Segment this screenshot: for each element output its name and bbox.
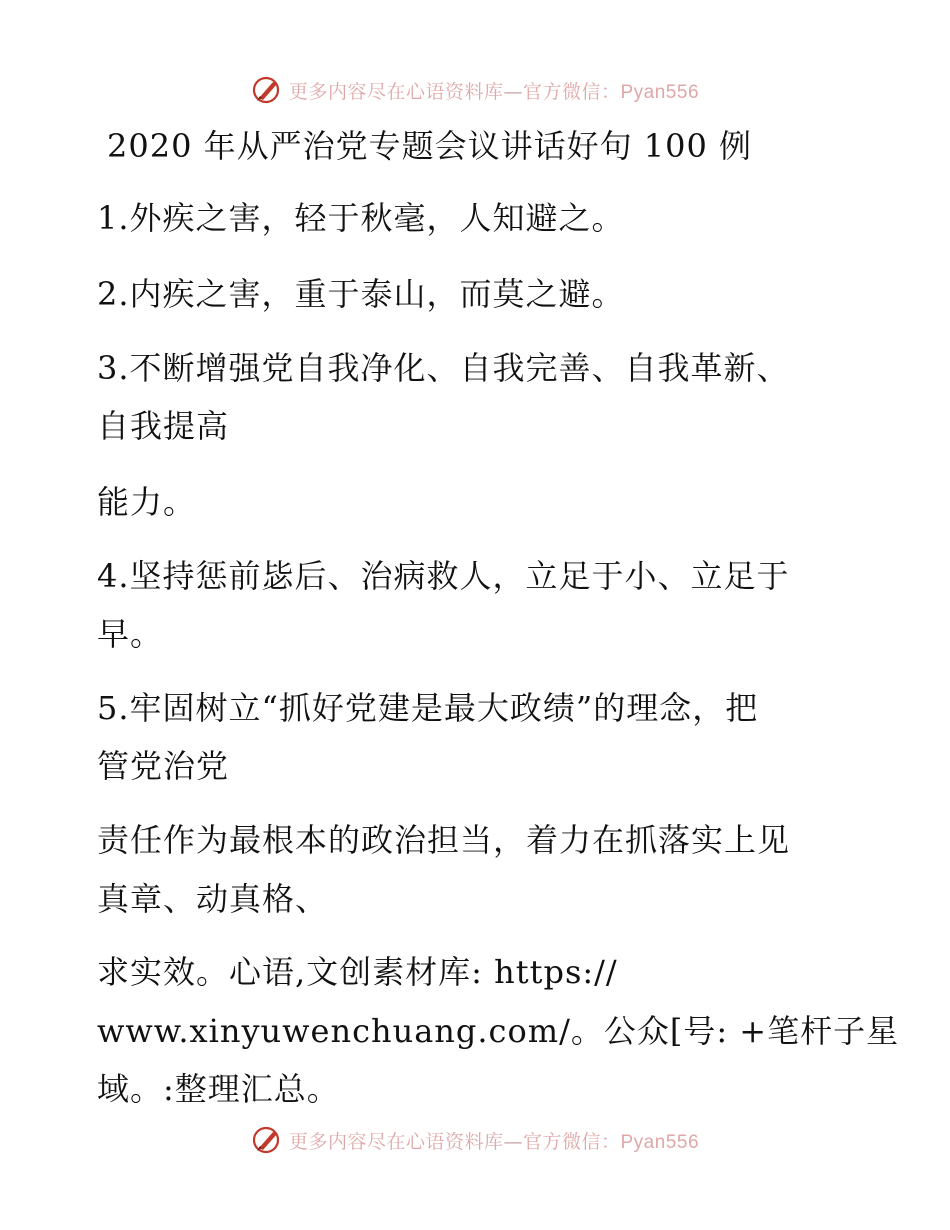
banner-wechat-id: Pyan556 (620, 81, 700, 103)
body-line: 3.不断增强党自我净化、自我完善、自我革新、 (97, 349, 790, 387)
banner-wechat-id: Pyan556 (620, 1131, 700, 1153)
footer-banner (0, 1120, 950, 1160)
banner-dash: — (503, 1130, 523, 1153)
banner-wechat-label: 官方微信： (522, 1130, 621, 1153)
body-line: 域。:整理汇总。 (97, 1070, 340, 1108)
banner-wechat-label: 官方微信： (522, 80, 621, 103)
body-line: 1.外疾之害，轻于秋毫，人知避之。 (97, 199, 625, 237)
body-line: 2.内疾之害，重于泰山，而莫之避。 (97, 275, 625, 313)
pen-logo-icon (251, 74, 283, 106)
header-banner (0, 70, 950, 110)
banner-dash: — (503, 80, 523, 103)
banner-cn-text: 更多内容尽在心语资料库 (288, 1130, 504, 1153)
body-line: 自我提高 (97, 407, 230, 445)
banner-text (289, 1127, 699, 1154)
body-line: www.xinyuwenchuang.com/。公众[号: +笔杆子星 (97, 1012, 900, 1050)
body-line: 能力。 (97, 483, 197, 521)
document-title: 2020 年从严治党专题会议讲话好句 100 例 (107, 127, 753, 165)
body-line: 责任作为最根本的政治担当，着力在抓落实上见 (97, 821, 791, 859)
pen-logo-icon (251, 1124, 283, 1156)
body-line: 管党治党 (97, 747, 230, 785)
body-line: 真章、动真格、 (97, 880, 329, 918)
body-line: 早。 (97, 615, 164, 653)
banner-cn-text: 更多内容尽在心语资料库 (288, 80, 504, 103)
body-line: 求实效。心语,文创素材库: https:// (97, 953, 618, 991)
banner-text (289, 77, 699, 104)
body-line: 5.牢固树立“抓好党建是最大政绩”的理念，把 (97, 689, 759, 727)
body-line: 4.坚持惩前毖后、治病救人，立足于小、立足于 (97, 557, 790, 595)
